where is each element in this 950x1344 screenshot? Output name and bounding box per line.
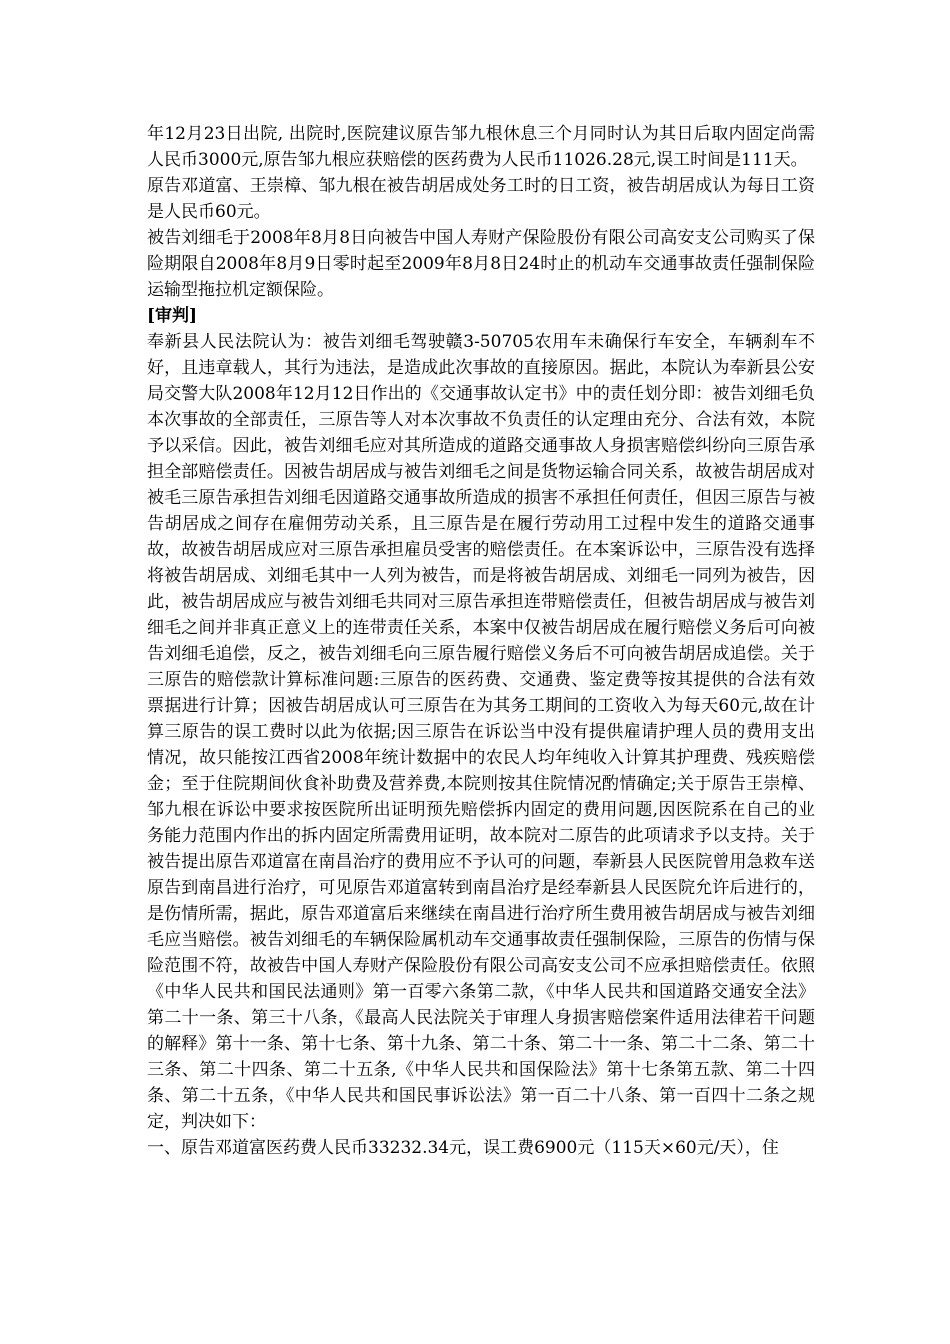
paragraph-wages: 原告邓道富、王崇樟、邹九根在被告胡居成处务工时的日工资，被告胡居成认为每日工资是人民币60元。 [147, 176, 815, 222]
paragraph-insurance: 被告刘细毛于2008年8月8日向被告中国人寿财产保险股份有限公司高安支公司购买了保险期限自2008年8月9日零时起至2009年8月8日24时止的机动车交通事故责任强制保险运输型拖拉机定额保险。 [147, 228, 815, 300]
paragraph-verdict-item-1: 一、原告邓道富医药费人民币33232.34元，误工费6900元（115天×60元/天），住 [147, 1138, 779, 1158]
section-heading-judgment: [审判] [147, 306, 198, 326]
document-page [147, 121, 815, 1161]
paragraph-court-opinion: 奉新县人民法院认为：被告刘细毛驾驶赣3-50705农用车未确保行车安全，车辆刹车不好，且违章载人，其行为违法，是造成此次事故的直接原因。据此，本院认为奉新县公安局交警大队2008年12月12日作出的《交通事故认定书》中的责任划分即：被告刘细毛负本次事故的全部责任，三原告等人对本次事故不负责任的认定理由充分、合法有效，本院予以采信。因此，被告刘细毛应对其所造成的道路交通事故人身损害赔偿纠纷向三原告承担全部赔偿责任。因被告胡居成与被告刘细毛之间是货物运输合同关系，故被告胡居成对被毛三原告承担告刘细毛因道路交通事故所造成的损害不承担任何责任，但因三原告与被告胡居成之间存在雇佣劳动关系，且三原告是在履行劳动用工过程中发生的道路交通事故，故被告胡居成应对三原告承担雇员受害的赔偿责任。在本案诉讼中，三原告没有选择将被告胡居成、刘细毛其中一人列为被告，而是将被告胡居成、刘细毛一同列为被告，因此，被告胡居成应与被告刘细毛共同对三原告承担连带赔偿责任，但被告胡居成与被告刘细毛之间并非真正意义上的连带责任关系，本案中仅被告胡居成在履行赔偿义务后可向被告刘细毛追偿，反之，被告刘细毛向三原告履行赔偿义务后不可向被告胡居成追偿。关于三原告的赔偿款计算标准问题:三原告的医药费、交通费、鉴定费等按其提供的合法有效票据进行计算；因被告胡居成认可三原告在为其务工期间的工资收入为每天60元,故在计算三原告的误工费时以此为依据;因三原告在诉讼当中没有提供雇请护理人员的费用支出情况，故只能按江西省2008年统计数据中的农民人均年纯收入计算其护理费、残疾赔偿金；至于住院期间伙食补助费及营养费,本院则按其住院情况酌情确定;关于原告王崇樟、邹九根在诉讼中要求按医院所出证明预先赔偿拆内固定的费用问题,因医院系在自己的业务能力范围内作出的拆内固定所需费用证明，故本院对二原告的此项请求予以支持。关于被告提出原告邓道富在南昌治疗的费用应不予认可的问题，奉新县人民医院曾用急救车送原告到南昌进行治疗，可见原告邓道富转到南昌治疗是经奉新县人民医院允许后进行的，是伤情所需，据此，原告邓道富后来继续在南昌进行治疗所生费用被告胡居成与被告刘细毛应当赔偿。被告刘细毛的车辆保险属机动车交通事故责任强制保险，三原告的伤情与保险范围不符，故被告中国人寿财产保险股份有限公司高安支公司不应承担赔偿责任。依照《中华人民共和国民法通则》第一百零六条第二款，《中华人民共和国道路交通安全法》第二十一条、第三十八条，《最高人民法院关于审理人身损害赔偿案件适用法律若干问题的解释》第十一条、第十七条、第十九条、第二十条、第二十一条、第二十二条、第二十三条、第二十四条、第二十五条,《中华人民共和国保险法》第十七条第五款、第二十四条、第二十五条，《中华人民共和国民事诉讼法》第一百二十八条、第一百四十二条之规定，判决如下： [147, 332, 815, 1132]
paragraph-discharge: 年12月23日出院, 出院时,医院建议原告邹九根休息三个月同时认为其日后取内固定尚需人民币3000元,原告邹九根应获赔偿的医药费为人民币11026.28元,误工时间是111天。 [147, 124, 815, 170]
